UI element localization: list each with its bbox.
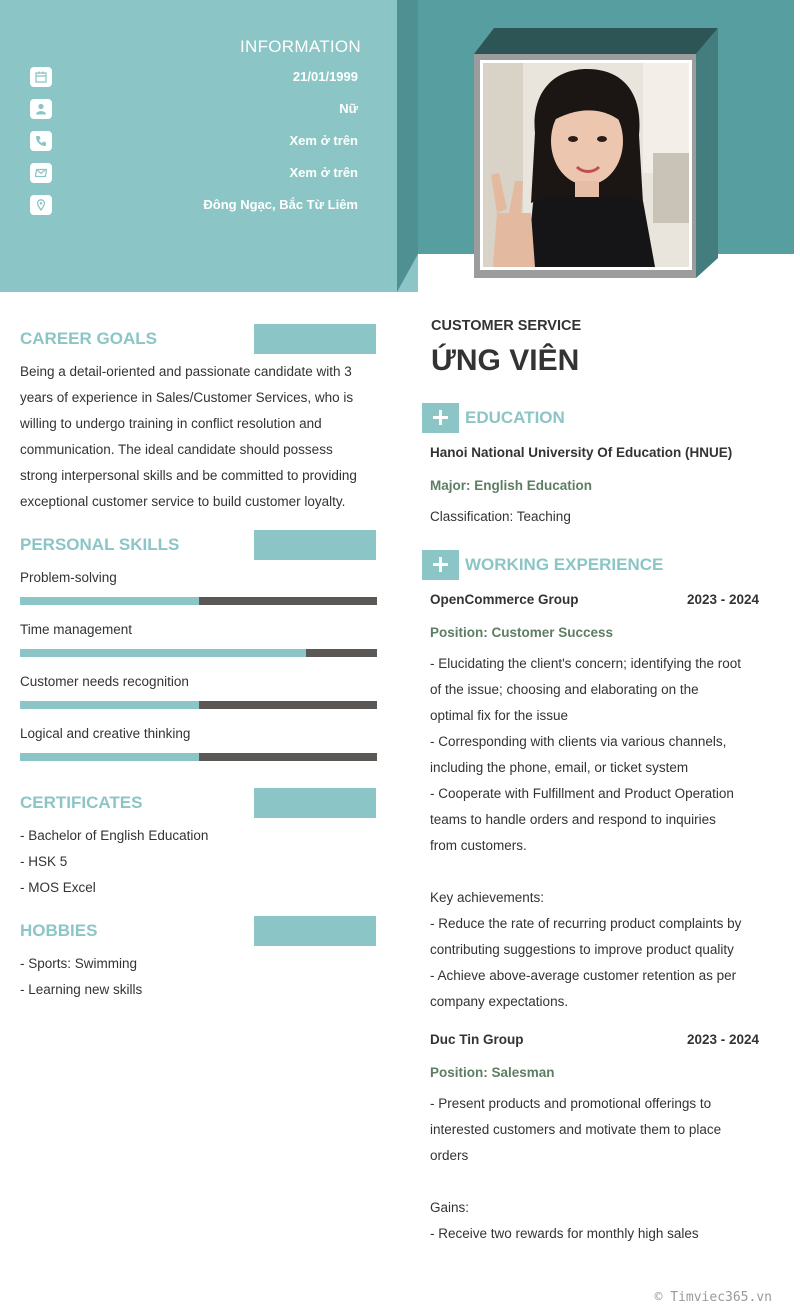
birthday-value: 21/01/1999 [292,69,358,84]
education-classification: Classification: Teaching [430,509,571,524]
career-goals-line: exceptional customer service to build customer loyalty. [20,494,346,509]
skill-name: Customer needs recognition [20,674,189,689]
certificate-item: - HSK 5 [20,854,68,869]
job-line: - Receive two rewards for monthly high sales [430,1226,699,1241]
skill-level-bar [20,701,377,709]
education-plus-icon [422,403,459,433]
job-line: Gains: [430,1200,470,1215]
job-description [430,1091,765,1247]
job-line: of the issue; choosing and elaborating on the [430,682,699,697]
certificate-item: - Bachelor of English Education [20,828,209,843]
job-line: company expectations. [430,994,569,1009]
career-goals-line: willing to undergo training in conflict resolution and [20,416,322,431]
job-company: Duc Tin Group [430,1032,524,1047]
job-position: Position: Salesman [430,1065,555,1080]
job-line: optimal fix for the issue [430,708,569,723]
job-line: - Elucidating the client's concern; identifying the root [430,656,742,671]
job-company: OpenCommerce Group [430,592,579,607]
career-goals-title: CAREER GOALS [20,329,157,348]
education-title: EDUCATION [465,408,565,427]
info-row-address [30,195,360,217]
career-goals-line: communication. The ideal candidate should possess [20,442,333,457]
email-value: Xem ở trên [289,165,358,180]
hobby-item: - Sports: Swimming [20,956,138,971]
candidate-name: ỨNG VIÊN [431,344,580,377]
job-years: 2023 - 2024 [686,592,759,607]
job-position: Position: Customer Success [430,625,614,640]
hobbies-title: HOBBIES [20,921,98,940]
job-line: - Corresponding with clients via various channels, [430,734,727,749]
job-line: Key achievements: [430,890,545,905]
education-school: Hanoi National University Of Education (HNUE) [430,445,733,460]
career-goals-text [20,359,380,515]
gender-value: Nữ [339,101,358,116]
avatar-frame [472,26,720,280]
skill-name: Logical and creative thinking [20,726,191,741]
phone-icon [30,131,52,151]
location-icon [30,195,52,215]
skill-level-bar [20,753,377,761]
job-line: orders [430,1148,469,1163]
skill-name: Time management [20,622,133,637]
calendar-icon [30,67,52,87]
info-row-phone [30,131,360,153]
watermark: © Timviec365.vn [654,1290,772,1305]
experience-title: WORKING EXPERIENCE [465,555,664,574]
email-icon [30,163,52,183]
job-line: including the phone, email, or ticket system [430,760,689,775]
job-line: interested customers and motivate them to place [430,1122,722,1137]
certificate-item: - MOS Excel [20,880,96,895]
job-line: - Reduce the rate of recurring product complaints by [430,916,742,931]
job-line: teams to handle orders and respond to inquiries [430,812,716,827]
job-line: - Present products and promotional offerings to [430,1096,712,1111]
info-row-email [30,163,360,185]
header-fold-decoration [397,0,418,292]
job-line: contributing suggestions to improve product quality [430,942,734,957]
personal-skills-title: PERSONAL SKILLS [20,535,180,554]
certificates-title: CERTIFICATES [20,793,143,812]
address-value: Đông Ngạc, Bắc Từ Liêm [203,197,358,212]
hobby-item: - Learning new skills [20,982,143,997]
job-line: from customers. [430,838,527,853]
job-line: - Achieve above-average customer retention as per [430,968,737,983]
skill-level-fill [20,597,199,605]
career-goals-bar [254,324,376,354]
career-goals-line: Being a detail-oriented and passionate candidate with 3 [20,364,352,379]
personal-skills-bar [254,530,376,560]
info-title: INFORMATION [239,37,361,56]
hobbies-bar [254,916,376,946]
career-goals-line: strong interpersonal skills and be committed to providing [20,468,357,483]
person-icon [30,99,52,119]
info-row-gender [30,99,360,121]
avatar [480,60,692,270]
skill-level-fill [20,701,199,709]
job-line [430,859,765,885]
career-goals-line: years of experience in Sales/Customer Services, who is [20,390,354,405]
phone-value: Xem ở trên [289,133,358,148]
job-line: - Cooperate with Fulfillment and Product Operation [430,786,734,801]
info-row-birthday [30,67,360,89]
skill-name: Problem-solving [20,570,117,585]
education-major: Major: English Education [430,478,593,493]
skill-level-fill [20,649,306,657]
experience-plus-icon [422,550,459,580]
skill-level-bar [20,649,377,657]
position-applied: CUSTOMER SERVICE [431,318,582,334]
job-description [430,651,765,1015]
certificates-bar [254,788,376,818]
skill-level-fill [20,753,199,761]
skill-level-bar [20,597,377,605]
job-line [430,1169,765,1195]
job-years: 2023 - 2024 [686,1032,759,1047]
